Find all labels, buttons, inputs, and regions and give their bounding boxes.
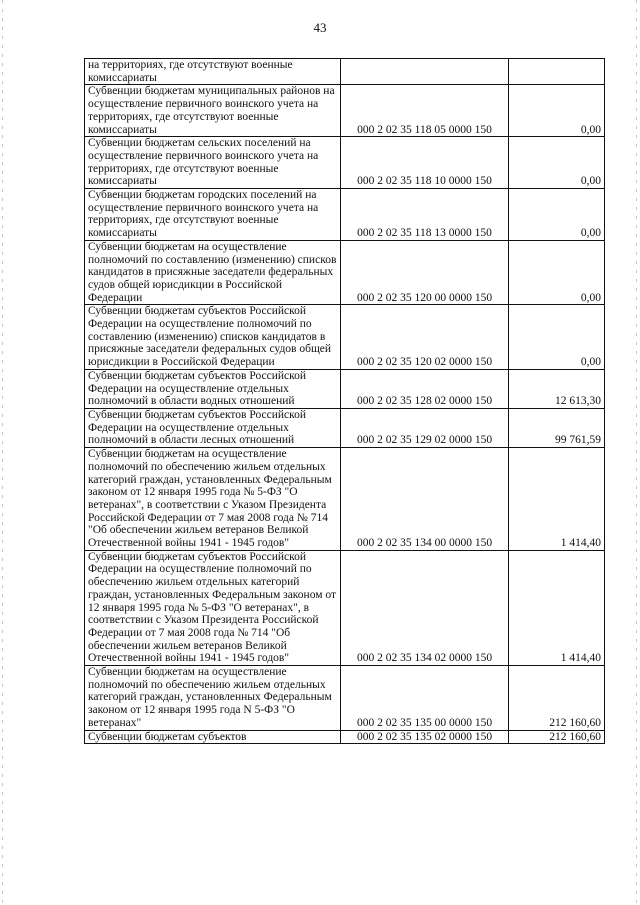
row-code: 000 2 02 35 128 02 0000 150 xyxy=(341,369,509,408)
table-row xyxy=(85,408,605,447)
row-description: Субвенции бюджетам субъектов Российской Федерации на осуществление полномочий по составлению (изменению) списков кандидатов в присяжные заседатели федеральных судов общей юрисдикции в Российской Федерации xyxy=(85,305,341,370)
row-code: 000 2 02 35 120 00 0000 150 xyxy=(341,240,509,305)
row-amount: 0,00 xyxy=(509,240,605,305)
row-description: Субвенции бюджетам на осуществление полномочий по составлению (изменению) списков кандидатов в присяжные заседатели федеральных судов общей юрисдикции в Российской Федерации xyxy=(85,240,341,305)
row-code xyxy=(341,59,509,85)
row-description: на территориях, где отсутствуют военные комиссариаты xyxy=(85,59,341,85)
table-row xyxy=(85,59,605,85)
row-amount: 0,00 xyxy=(509,85,605,137)
row-amount: 0,00 xyxy=(509,137,605,189)
row-code: 000 2 02 35 134 02 0000 150 xyxy=(341,550,509,665)
row-amount: 12 613,30 xyxy=(509,369,605,408)
row-code: 000 2 02 35 120 02 0000 150 xyxy=(341,305,509,370)
row-description: Субвенции бюджетам субъектов Российской Федерации на осуществление отдельных полномочий в области водных отношений xyxy=(85,369,341,408)
table-row xyxy=(85,189,605,241)
table-row xyxy=(85,730,605,744)
table-row xyxy=(85,137,605,189)
row-amount: 0,00 xyxy=(509,305,605,370)
row-code: 000 2 02 35 118 05 0000 150 xyxy=(341,85,509,137)
row-description: Субвенции бюджетам сельских поселений на осуществление первичного воинского учета на территориях, где отсутствуют военные комиссариаты xyxy=(85,137,341,189)
row-description: Субвенции бюджетам на осуществление полномочий по обеспечению жильем отдельных категорий граждан, установленных Федеральным законом от 12 января 1995 года № 5-ФЗ "О ветеранах", в соответствии с Указом Президента Российской Федерации от 7 мая 2008 года № 714 "Об обеспечении жильем ветеранов Великой Отечественной войны 1941 - 1945 годов" xyxy=(85,448,341,551)
row-description: Субвенции бюджетам субъектов Российской Федерации на осуществление полномочий по обеспечению жильем отдельных категорий граждан, установленных Федеральным законом от 12 января 1995 года № 5-ФЗ "О ветеранах", в соответствии с Указом Президента Российской Федерации от 7 мая 2008 года № 714 "Об обеспечении жильем ветеранов Великой Отечественной войны 1941 - 1945 годов" xyxy=(85,550,341,665)
row-description: Субвенции бюджетам муниципальных районов на осуществление первичного воинского учета на территориях, где отсутствуют военные комиссариаты xyxy=(85,85,341,137)
table-row xyxy=(85,666,605,731)
row-amount: 212 160,60 xyxy=(509,730,605,744)
table-row xyxy=(85,305,605,370)
table-row xyxy=(85,448,605,551)
row-amount: 99 761,59 xyxy=(509,408,605,447)
row-code: 000 2 02 35 118 10 0000 150 xyxy=(341,137,509,189)
row-amount: 0,00 xyxy=(509,189,605,241)
row-code: 000 2 02 35 135 02 0000 150 xyxy=(341,730,509,744)
table-row xyxy=(85,369,605,408)
left-edge-scan-mark xyxy=(2,0,3,905)
row-description: Субвенции бюджетам на осуществление полномочий по обеспечению жильем отдельных категорий граждан, установленных Федеральным законом от 12 января 1995 года N 5-ФЗ "О ветеранах" xyxy=(85,666,341,731)
page-number: 43 xyxy=(313,20,327,35)
table-row xyxy=(85,85,605,137)
document-table-container xyxy=(84,58,604,744)
row-amount: 212 160,60 xyxy=(509,666,605,731)
budget-revenue-table xyxy=(84,58,605,744)
row-code: 000 2 02 35 129 02 0000 150 xyxy=(341,408,509,447)
row-description: Субвенции бюджетам субъектов Российской Федерации на осуществление отдельных полномочий в области лесных отношений xyxy=(85,408,341,447)
row-description: Субвенции бюджетам городских поселений на осуществление первичного воинского учета на территориях, где отсутствуют военные комиссариаты xyxy=(85,189,341,241)
row-code: 000 2 02 35 134 00 0000 150 xyxy=(341,448,509,551)
row-amount: 1 414,40 xyxy=(509,550,605,665)
right-edge-scan-mark xyxy=(636,0,637,905)
table-row xyxy=(85,550,605,665)
row-amount xyxy=(509,59,605,85)
row-amount: 1 414,40 xyxy=(509,448,605,551)
table-row xyxy=(85,240,605,305)
row-code: 000 2 02 35 118 13 0000 150 xyxy=(341,189,509,241)
row-code: 000 2 02 35 135 00 0000 150 xyxy=(341,666,509,731)
row-description: Субвенции бюджетам субъектов xyxy=(85,730,341,744)
